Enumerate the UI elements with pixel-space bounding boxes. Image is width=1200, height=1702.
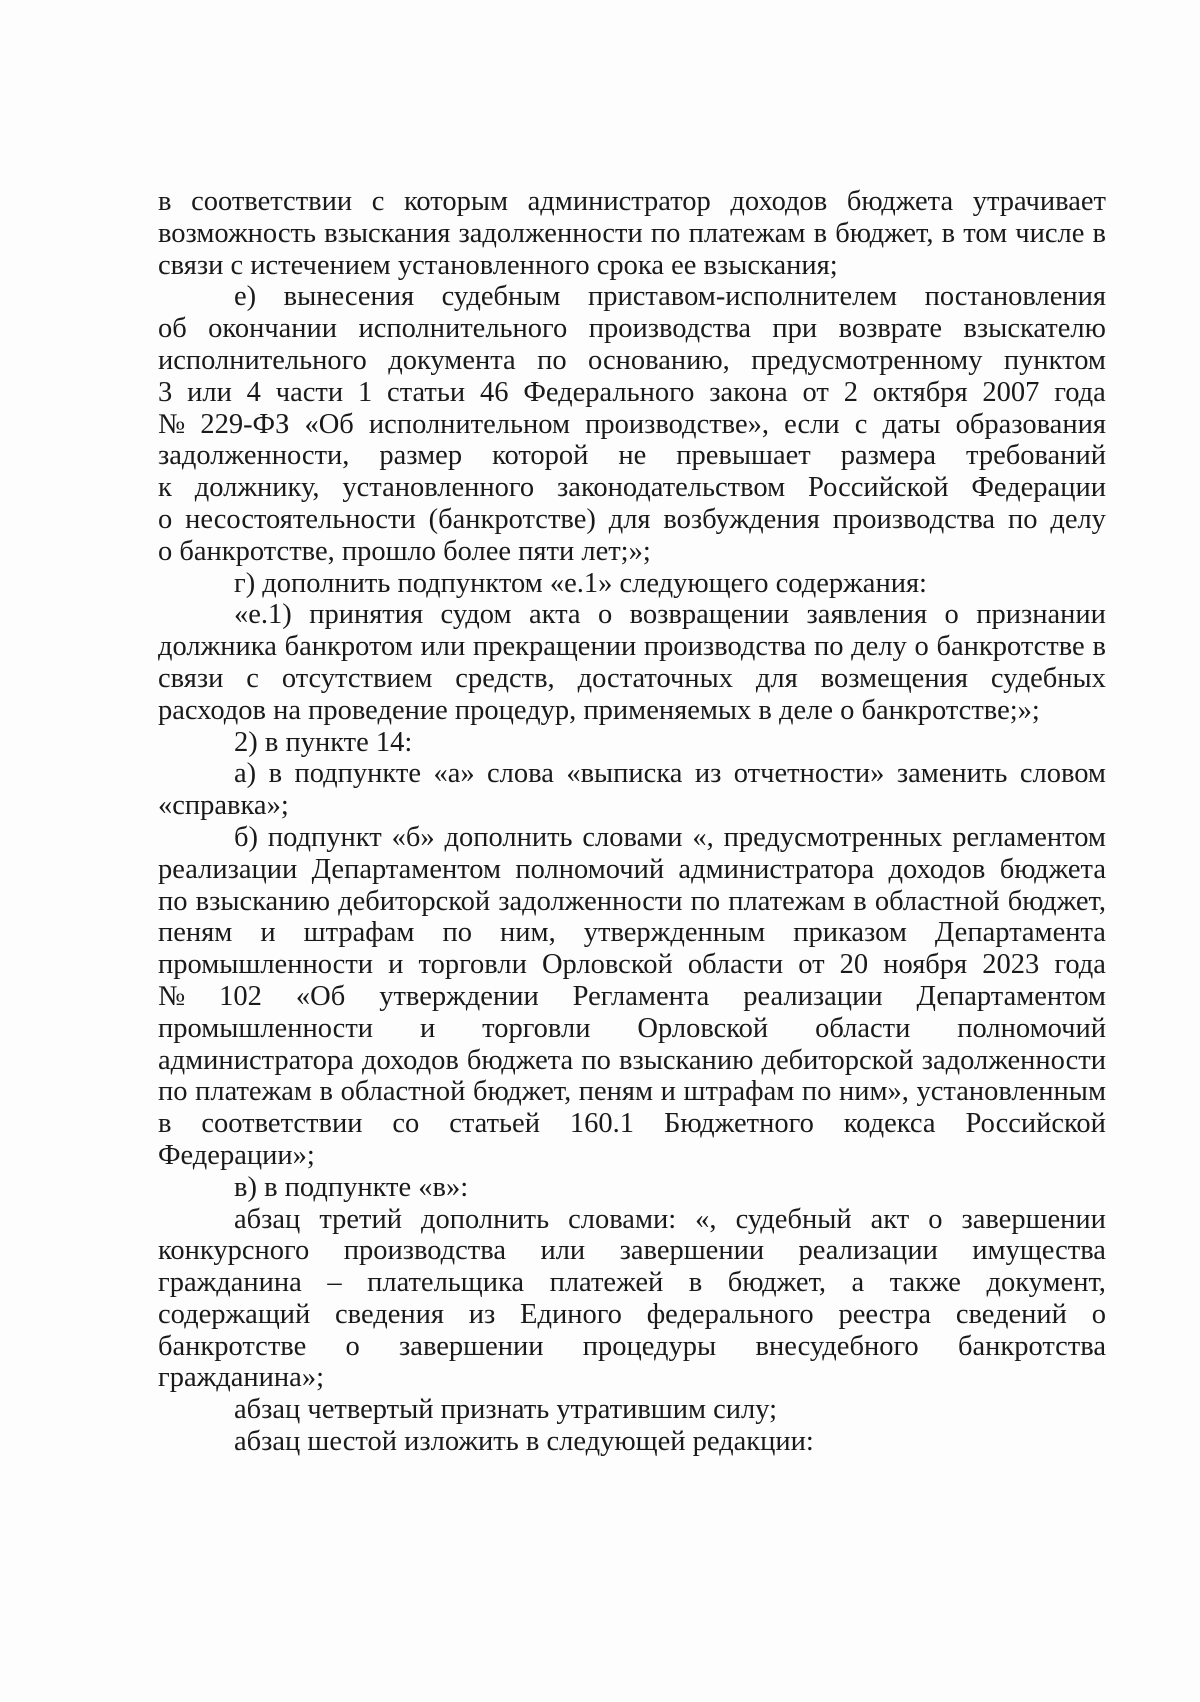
text-line: об окончании исполнительного производства при возврате взыскателю (158, 313, 1106, 345)
text-line: гражданина – плательщика платежей в бюджет, а также документ, (158, 1267, 1106, 1299)
text-line: абзац четвертый признать утратившим силу; (234, 1394, 778, 1426)
text-line: «е.1) принятия судом акта о возвращении заявления о признании (234, 599, 1106, 631)
text-line: должника банкротом или прекращении производства по делу о банкротстве в (158, 631, 1106, 663)
text-line: содержащий сведения из Единого федерального реестра сведений о (158, 1298, 1106, 1330)
text-line: в соответствии со статьей 160.1 Бюджетного кодекса Российской (158, 1108, 1106, 1140)
document-body (158, 186, 1106, 1458)
text-line: в) в подпункте «в»: (234, 1171, 469, 1203)
text-line: гражданина»; (158, 1362, 325, 1394)
text-line: связи с отсутствием средств, достаточных для возмещения судебных (158, 662, 1106, 694)
text-line: связи с истечением установленного срока ее взыскания; (158, 249, 838, 281)
text-line: абзац третий дополнить словами: «, судебный акт о завершении (234, 1203, 1106, 1235)
text-line: № 102 «Об утверждении Регламента реализации Департаментом (158, 980, 1106, 1012)
text-line: пеням и штрафам по ним, утвержденным приказом Департамента (158, 917, 1106, 949)
text-line: а) в подпункте «а» слова «выписка из отчетности» заменить словом (234, 758, 1106, 790)
text-line: в соответствии с которым администратор доходов бюджета утрачивает (158, 186, 1106, 217)
text-line: е) вынесения судебным приставом-исполнителем постановления (234, 281, 1106, 313)
text-line: «справка»; (158, 790, 289, 822)
text-line: администратора доходов бюджета по взысканию дебиторской задолженности (158, 1044, 1106, 1076)
text-line: о несостоятельности (банкротстве) для возбуждения производства по делу (158, 503, 1106, 535)
text-line: № 229-ФЗ «Об исполнительном производстве», если с даты образования (158, 408, 1106, 440)
text-line: возможность взыскания задолженности по платежам в бюджет, в том числе в (158, 217, 1106, 249)
text-line: по взысканию дебиторской задолженности по платежам в областной бюджет, (158, 885, 1106, 917)
text-line: по платежам в областной бюджет, пеням и штрафам по ним», установленным (158, 1076, 1106, 1108)
text-line: расходов на проведение процедур, применяемых в деле о банкротстве;»; (158, 694, 1040, 726)
text-line: промышленности и торговли Орловской области от 20 ноября 2023 года (158, 949, 1106, 981)
text-line: б) подпункт «б» дополнить словами «, предусмотренных регламентом (234, 821, 1106, 853)
text-line: промышленности и торговли Орловской области полномочий (158, 1012, 1106, 1044)
text-line: к должнику, установленного законодательством Российской Федерации (158, 472, 1106, 504)
text-line: конкурсного производства или завершении реализации имущества (158, 1235, 1106, 1267)
text-line: реализации Департаментом полномочий администратора доходов бюджета (158, 853, 1106, 885)
text-line: исполнительного документа по основанию, предусмотренному пунктом (158, 344, 1106, 376)
text-line: абзац шестой изложить в следующей редакции: (234, 1426, 814, 1458)
text-line: г) дополнить подпунктом «е.1» следующего содержания: (234, 567, 927, 599)
text-line: о банкротстве, прошло более пяти лет;»; (158, 535, 651, 567)
text-line: 2) в пункте 14: (234, 726, 413, 758)
text-line: задолженности, размер которой не превышает размера требований (158, 440, 1106, 472)
text-line: Федерации»; (158, 1139, 315, 1171)
text-line: 3 или 4 части 1 статьи 46 Федерального закона от 2 октября 2007 года (158, 376, 1106, 408)
text-line: банкротстве о завершении процедуры внесудебного банкротства (158, 1330, 1106, 1362)
